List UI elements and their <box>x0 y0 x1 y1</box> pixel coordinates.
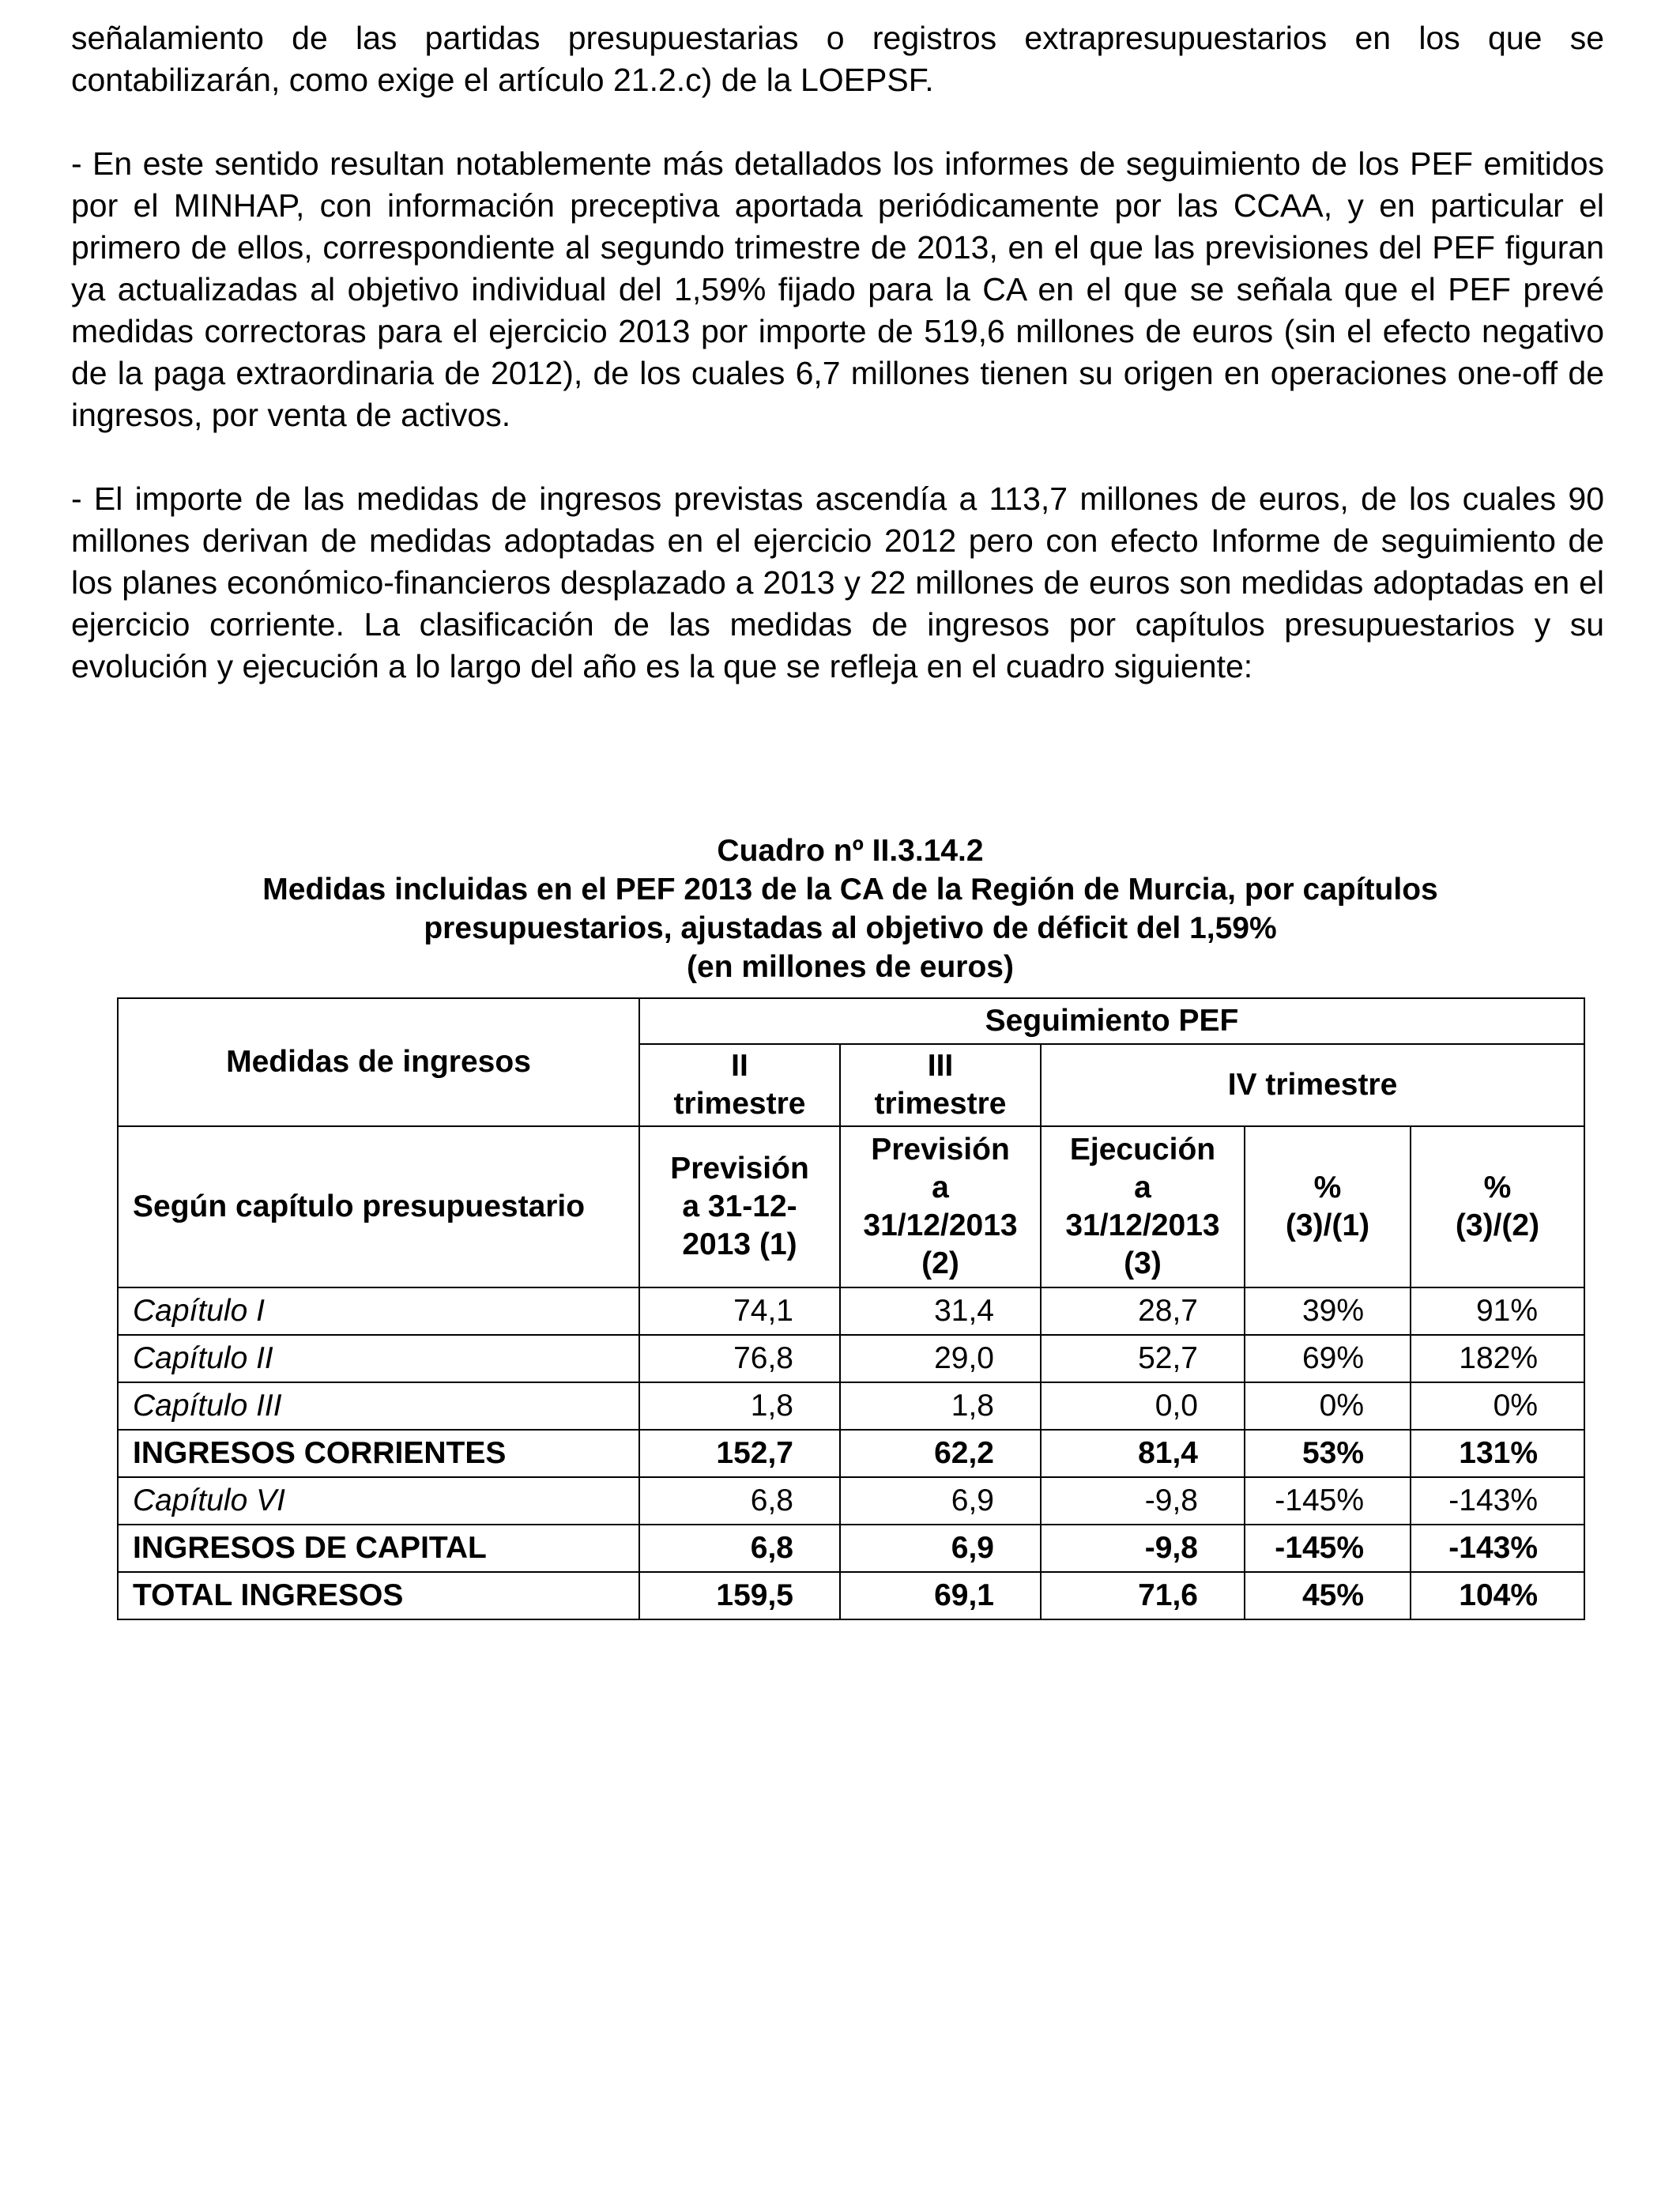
cell-forecast-2: 6,9 <box>840 1525 1041 1572</box>
cell-pct-3-2: -143% <box>1411 1477 1584 1525</box>
table-title-line-1: Medidas incluidas en el PEF 2013 de la CA de la Región de Murcia, por capítulos <box>262 873 1438 907</box>
cell-pct-3-2: 0% <box>1411 1382 1584 1430</box>
cell-forecast-1: 76,8 <box>639 1335 840 1382</box>
row-label: Capítulo II <box>118 1335 639 1382</box>
cell-forecast-1: 152,7 <box>639 1430 840 1477</box>
table-title-line-2: presupuestarios, ajustadas al objetivo de déficit del 1,59% <box>424 911 1277 945</box>
cell-forecast-1: 6,8 <box>639 1477 840 1525</box>
table-row-capitulo-i <box>118 1287 1584 1335</box>
cell-forecast-1: 159,5 <box>639 1572 840 1619</box>
header-col-forecast-1 <box>639 1126 840 1287</box>
cell-pct-3-2: 104% <box>1411 1572 1584 1619</box>
cell-execution: -9,8 <box>1041 1525 1245 1572</box>
header-col3-l3: 31/12/2013 <box>1065 1208 1220 1242</box>
header-col3-l1: Ejecución <box>1069 1133 1216 1167</box>
cell-pct-3-1: -145% <box>1245 1525 1411 1572</box>
header-col2-l3: 31/12/2013 <box>863 1208 1018 1242</box>
table-row-capitulo-vi <box>118 1477 1584 1525</box>
cell-execution: 0,0 <box>1041 1382 1245 1430</box>
table-number: Cuadro nº II.3.14.2 <box>717 834 984 868</box>
header-q3 <box>840 1044 1041 1126</box>
cell-pct-3-1: 69% <box>1245 1335 1411 1382</box>
document-body <box>71 17 1604 688</box>
header-col-pct-3-2 <box>1411 1126 1584 1287</box>
header-q3-line2: trimestre <box>874 1087 1007 1121</box>
income-measures-table <box>117 997 1585 1620</box>
header-q2 <box>639 1044 840 1126</box>
header-q4: IV trimestre <box>1041 1044 1584 1126</box>
cell-execution: 71,6 <box>1041 1572 1245 1619</box>
cell-forecast-1: 74,1 <box>639 1287 840 1335</box>
paragraph-2: - En este sentido resultan notablemente más detallados los informes de seguimiento de los PEF emitidos por el MINHAP, con información preceptiva aportada periódicamente por las CCAA, y en particular el primero de ellos, correspondiente al segundo trimestre de 2013, en el que las previsiones del PEF figuran ya actualizadas al objetivo individual del 1,59% fijado para la CA en el que se señala que el PEF prevé medidas correctoras para el ejercicio 2013 por importe de 519,6 millones de euros (sin el efecto negativo de la paga extraordinaria de 2012), de los cuales 6,7 millones tienen su origen en operaciones one-off de ingresos, por venta de activos. <box>71 145 1604 433</box>
header-col2-l1: Previsión <box>871 1133 1010 1167</box>
header-col4-l1: % <box>1313 1171 1342 1204</box>
paragraph-3: - El importe de las medidas de ingresos previstas ascendía a 113,7 millones de euros, de los cuales 90 millones derivan de medidas adoptadas en el ejercicio 2012 pero con efecto Informe de seguimiento de los planes económico-financieros desplazado a 2013 y 22 millones de euros son medidas adoptadas en el ejercicio corriente. La clasificación de las medidas de ingresos por capítulos presupuestarios y su evolución y ejecución a lo largo del año es la que se refleja en el cuadro siguiente: <box>71 481 1604 684</box>
row-label: Capítulo I <box>118 1287 639 1335</box>
header-chapter: Según capítulo presupuestario <box>118 1126 639 1287</box>
cell-forecast-2: 29,0 <box>840 1335 1041 1382</box>
cell-pct-3-2: -143% <box>1411 1525 1584 1572</box>
header-col1-l2: a 31-12- <box>682 1189 797 1223</box>
cell-forecast-1: 1,8 <box>639 1382 840 1430</box>
table-row-capitulo-ii <box>118 1335 1584 1382</box>
table-row-capitulo-iii <box>118 1382 1584 1430</box>
table-row-total-ingresos <box>118 1572 1584 1619</box>
row-label: Capítulo VI <box>118 1477 639 1525</box>
cell-execution: -9,8 <box>1041 1477 1245 1525</box>
row-label: INGRESOS CORRIENTES <box>118 1430 639 1477</box>
cell-forecast-2: 62,2 <box>840 1430 1041 1477</box>
cell-execution: 52,7 <box>1041 1335 1245 1382</box>
cell-pct-3-1: 53% <box>1245 1430 1411 1477</box>
cell-forecast-2: 31,4 <box>840 1287 1041 1335</box>
header-col-execution <box>1041 1126 1245 1287</box>
header-col2-l4: (2) <box>921 1246 959 1280</box>
header-col5-l2: (3)/(2) <box>1455 1208 1540 1242</box>
table-row-ingresos-de-capital <box>118 1525 1584 1572</box>
table-caption <box>117 831 1584 986</box>
cell-pct-3-2: 91% <box>1411 1287 1584 1335</box>
cell-forecast-1: 6,8 <box>639 1525 840 1572</box>
row-label: INGRESOS DE CAPITAL <box>118 1525 639 1572</box>
paragraph-1: señalamiento de las partidas presupuestarias o registros extrapresupuestarios en los que se contabilizarán, como exige el artículo 21.2.c) de la LOEPSF. <box>71 20 1604 98</box>
header-col1-l3: 2013 (1) <box>682 1227 797 1261</box>
row-label: Capítulo III <box>118 1382 639 1430</box>
header-q2-line1: II <box>731 1049 748 1083</box>
header-col5-l1: % <box>1483 1171 1512 1204</box>
header-col4-l2: (3)/(1) <box>1285 1208 1370 1242</box>
header-q2-line2: trimestre <box>673 1087 806 1121</box>
cell-execution: 28,7 <box>1041 1287 1245 1335</box>
cell-pct-3-2: 182% <box>1411 1335 1584 1382</box>
cell-pct-3-1: 0% <box>1245 1382 1411 1430</box>
table-row-ingresos-corrientes <box>118 1430 1584 1477</box>
cell-pct-3-1: 39% <box>1245 1287 1411 1335</box>
header-col-pct-3-1 <box>1245 1126 1411 1287</box>
header-col3-l2: a <box>1134 1171 1151 1204</box>
cell-pct-3-1: 45% <box>1245 1572 1411 1619</box>
table-units: (en millones de euros) <box>687 950 1014 984</box>
header-q3-line1: III <box>927 1049 954 1083</box>
cell-execution: 81,4 <box>1041 1430 1245 1477</box>
cell-forecast-2: 1,8 <box>840 1382 1041 1430</box>
row-label: TOTAL INGRESOS <box>118 1572 639 1619</box>
header-col-forecast-2 <box>840 1126 1041 1287</box>
header-col1-l1: Previsión <box>670 1152 809 1186</box>
cell-pct-3-2: 131% <box>1411 1430 1584 1477</box>
cell-pct-3-1: -145% <box>1245 1477 1411 1525</box>
header-col3-l4: (3) <box>1124 1246 1162 1280</box>
header-col2-l2: a <box>932 1171 949 1204</box>
header-seguimiento: Seguimiento PEF <box>639 998 1584 1044</box>
cell-forecast-2: 6,9 <box>840 1477 1041 1525</box>
header-measures: Medidas de ingresos <box>118 998 639 1126</box>
cell-forecast-2: 69,1 <box>840 1572 1041 1619</box>
